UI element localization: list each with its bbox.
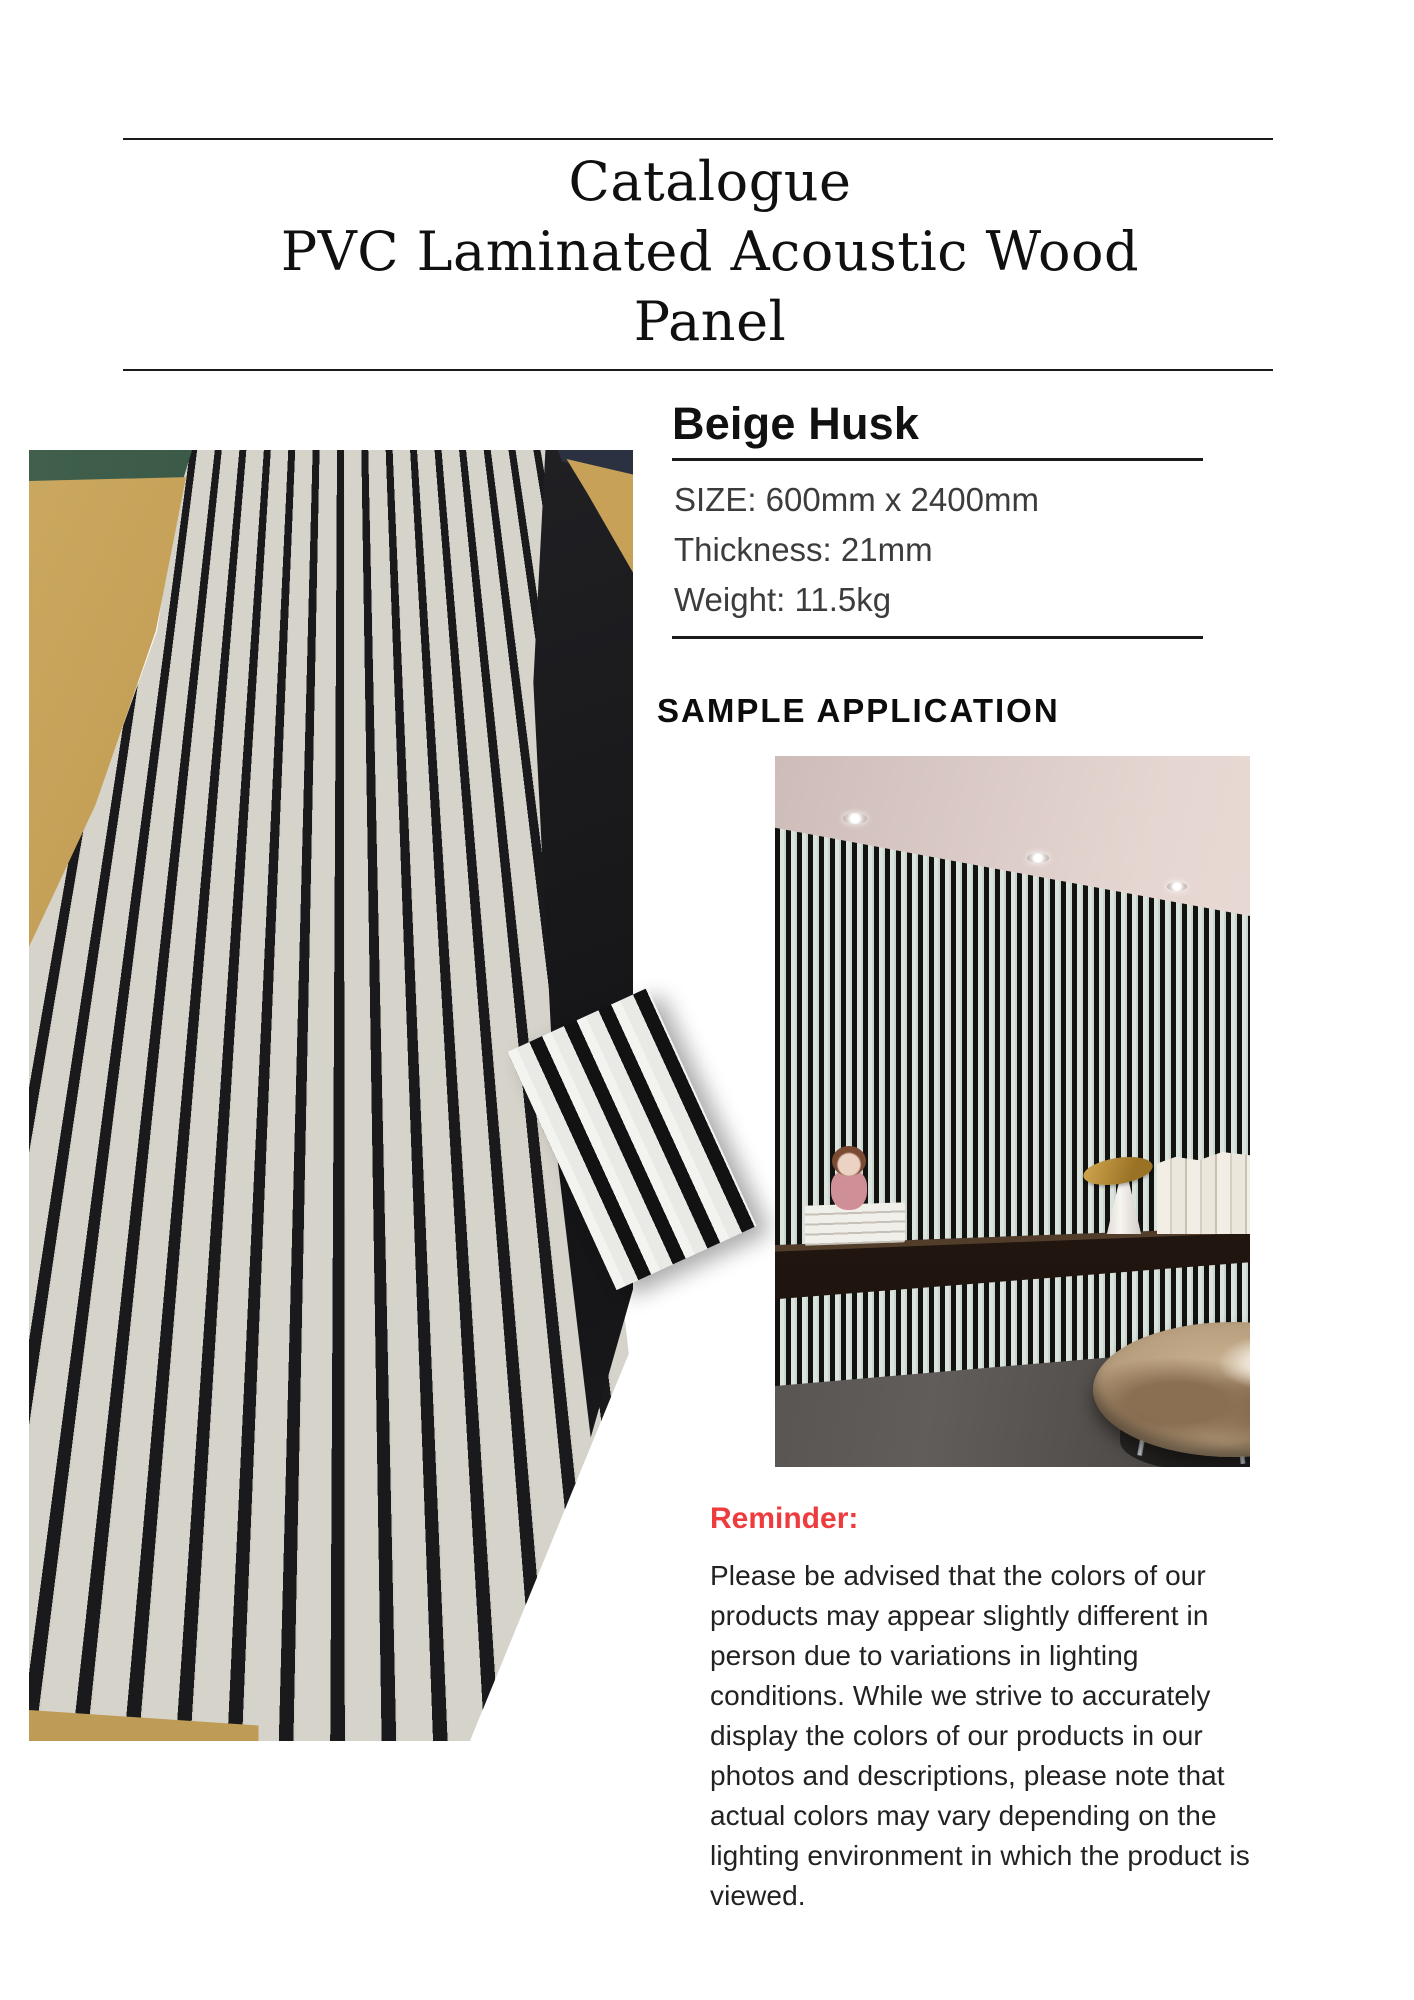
- specs-divider: [672, 636, 1203, 639]
- spec-size: SIZE: 600mm x 2400mm: [674, 481, 1039, 518]
- page-title-line-3: Panel: [633, 290, 787, 353]
- product-name-underline: [672, 458, 1203, 461]
- reminder-paragraph: Please be advised that the colors of our products may appear slightly different in person due to variations in lighting conditions. While we strive to accurately display the colors of our products in our photos and descriptions, please note that actual colors may vary depending on the lighting environment in which the product is viewed.: [710, 1560, 1250, 1911]
- downlight-icon: [1167, 882, 1187, 891]
- doll-figurine-head: [832, 1146, 866, 1176]
- doll-figurine: [831, 1170, 867, 1210]
- header-rule-bottom: [123, 369, 1273, 371]
- page-title: [135, 147, 1285, 357]
- spec-weight: Weight: 11.5kg: [674, 581, 892, 618]
- page-title-line-2: PVC Laminated Acoustic Wood: [280, 220, 1140, 283]
- reminder-heading: Reminder:: [710, 1502, 859, 1535]
- spec-thickness: Thickness: 21mm: [674, 531, 933, 568]
- downlight-icon: [1027, 853, 1049, 863]
- header-rule-top: [123, 138, 1273, 140]
- product-specs: [674, 475, 1039, 625]
- sample-application-heading: SAMPLE APPLICATION: [657, 692, 1060, 729]
- table-lamp-base: [1105, 1180, 1143, 1234]
- table-lamp-shade: [1081, 1153, 1154, 1190]
- books-on-bench: [1157, 1152, 1250, 1234]
- product-name: Beige Husk: [672, 398, 920, 449]
- room-photo: [775, 756, 1250, 1467]
- downlight-icon: [843, 813, 867, 824]
- page-title-line-1: Catalogue: [568, 150, 852, 213]
